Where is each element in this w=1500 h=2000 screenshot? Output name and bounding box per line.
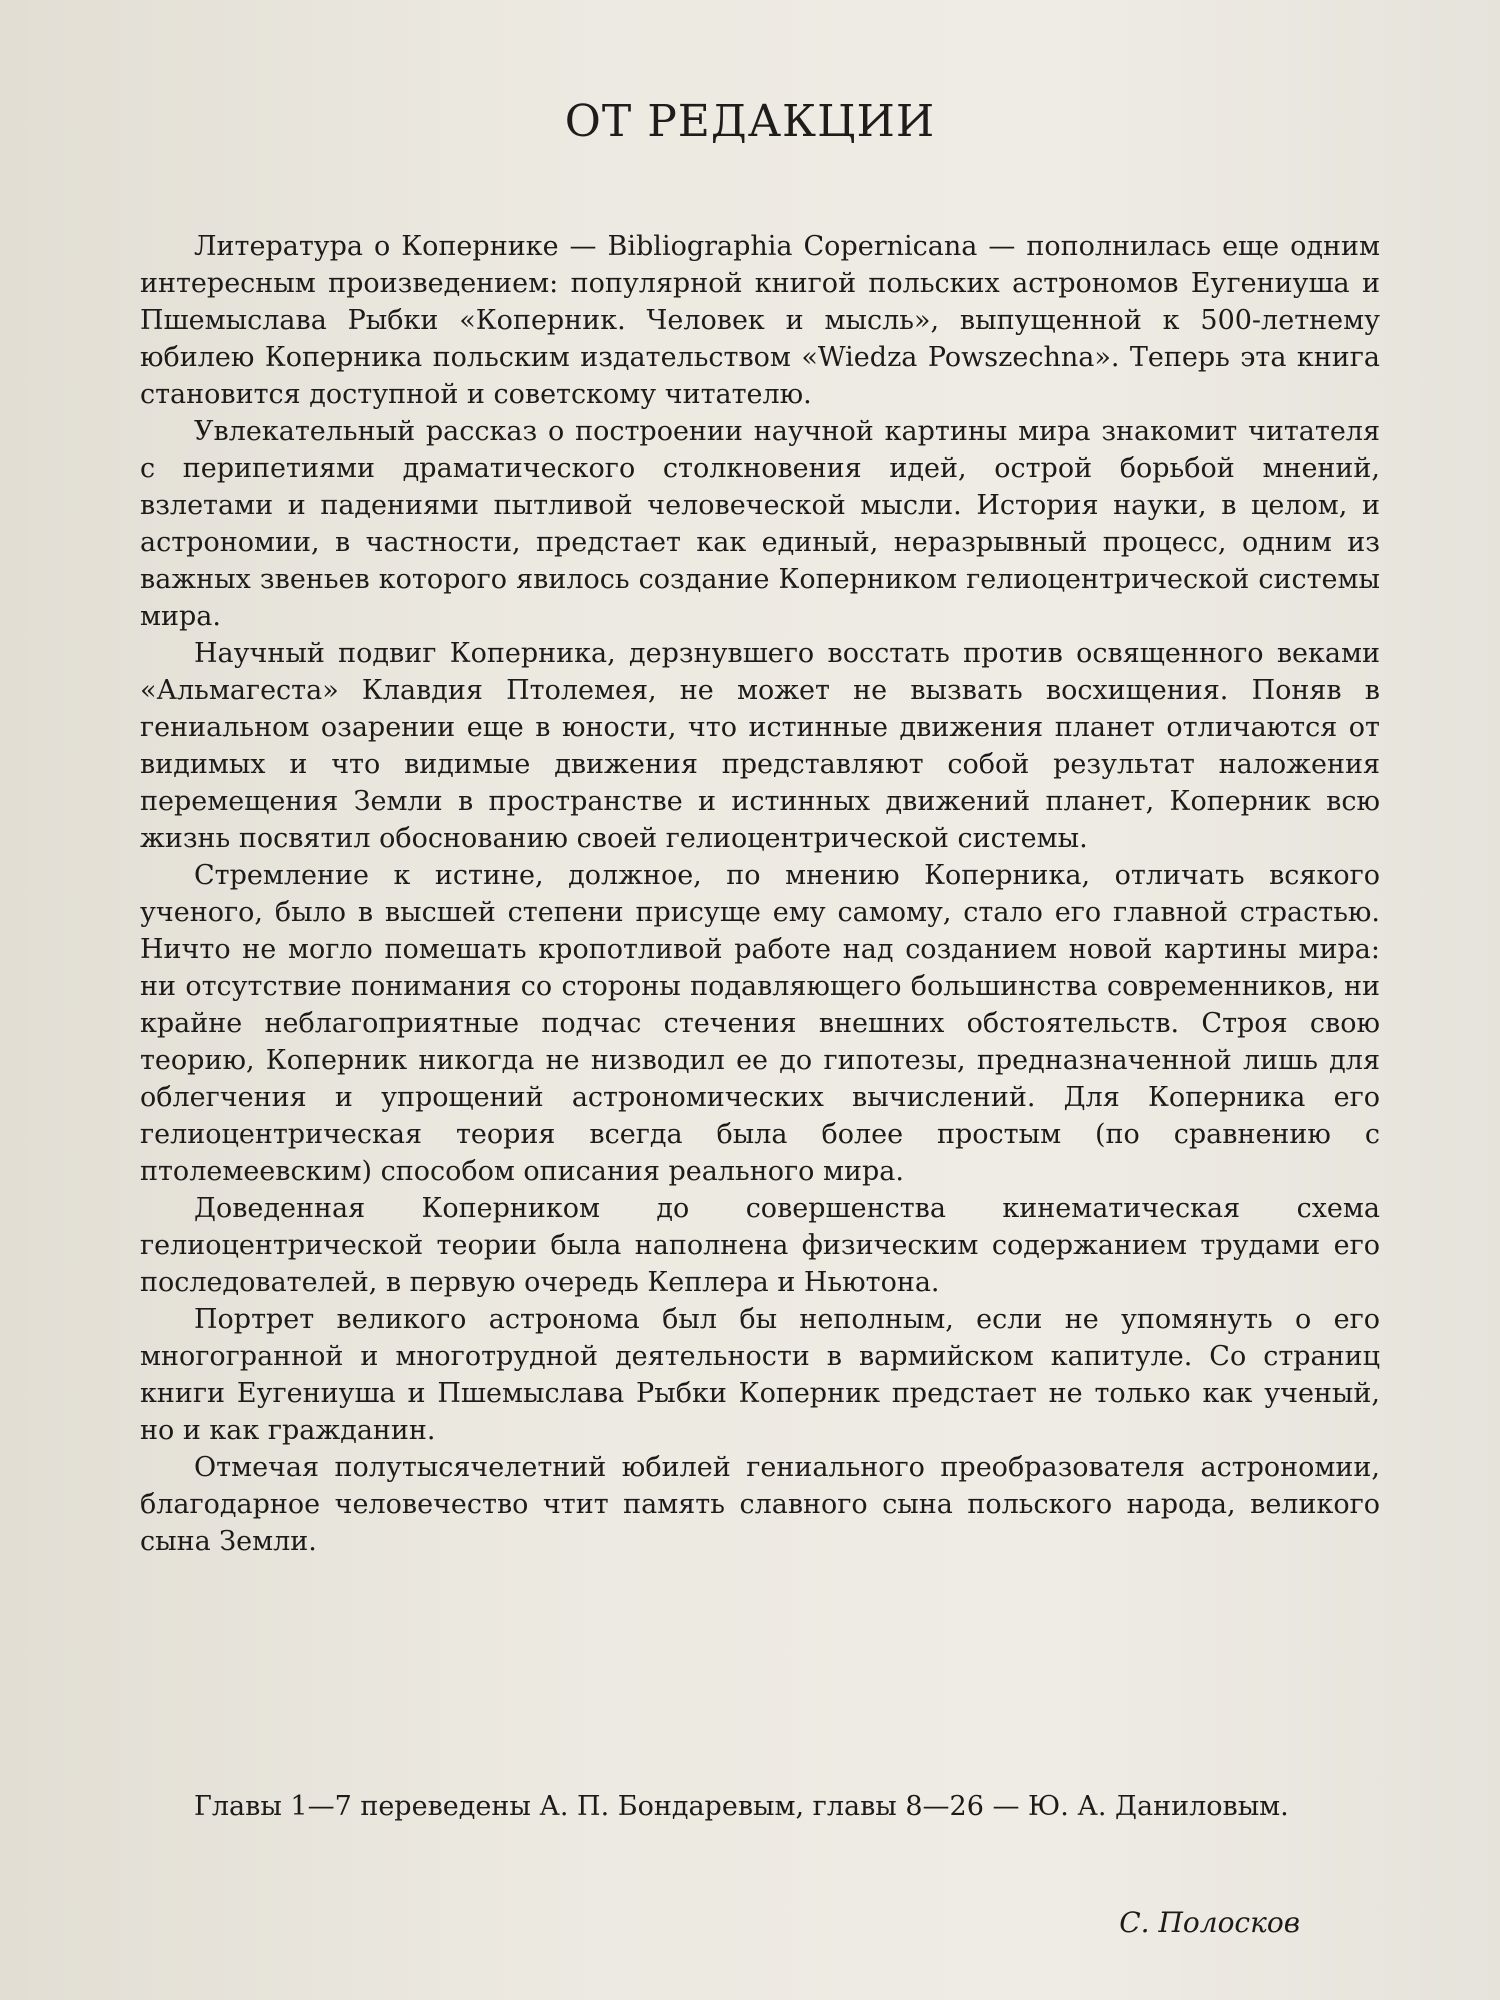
paragraph: Стремление к истине, должное, по мнению Коперника, отличать всякого ученого, было в высшей степени присуще ему самому, стало его главной страстью. Ничто не могло помешать кропотливой работе над созданием новой картины мира: ни отсутствие понимания со стороны подавляющего большинства современников, ни крайне неблагоприятные подчас стечения внешних обстоятельств. Строя свою теорию, Коперник никогда не низводил ее до гипотезы, предназначенной лишь для облегчения и упрощений астрономических вычислений. Для Коперника его гелиоцентрическая теория всегда была более простым (по сравнению с птолемеевским) способом описания реального мира. <box>140 860 1380 1187</box>
paragraph: Отмечая полутысячелетний юбилей гениального преобразователя астрономии, благодарное человечество чтит память славного сына польского народа, великого сына Земли. <box>140 1452 1380 1557</box>
author-signature: С. Полосков <box>1119 1906 1300 1939</box>
paragraph: Литература о Копернике — Bibliographia Copernicana — пополнилась еще одним интересным произведением: популярной книгой польских астрономов Еугениуша и Пшемыслава Рыбки «Коперник. Человек и мысль», выпущенной к 500-летнему юбилею Коперника польским издательством «Wiedza Powszechna». Теперь эта книга становится доступной и советскому читателю. <box>140 231 1380 410</box>
editorial-body <box>140 228 1380 1560</box>
paragraph: Увлекательный рассказ о построении научной картины мира знакомит читателя с перипетиями драматического столкновения идей, острой борьбой мнений, взлетами и падениями пытливой человеческой мысли. История науки, в целом, и астрономии, в частности, предстает как единый, неразрывный процесс, одним из важных звеньев которого явилось создание Коперником гелиоцентрической системы мира. <box>140 416 1380 632</box>
translator-credit: Главы 1—7 переведены А. П. Бондаревым, главы 8—26 — Ю. А. Даниловым. <box>194 1791 1289 1822</box>
paragraph: Портрет великого астронома был бы неполным, если не упомянуть о его многогранной и многотрудной деятельности в вармийском капитуле. Со страниц книги Еугениуша и Пшемыслава Рыбки Коперник предстает не только как ученый, но и как гражданин. <box>140 1304 1380 1446</box>
paragraph: Доведенная Коперником до совершенства кинематическая схема гелиоцентрической теории была наполнена физическим содержанием трудами его последователей, в первую очередь Кеплера и Ньютона. <box>140 1193 1380 1298</box>
paragraph: Научный подвиг Коперника, дерзнувшего восстать против освященного веками «Альмагеста» Клавдия Птолемея, не может не вызвать восхищения. Поняв в гениальном озарении еще в юности, что истинные движения планет отличаются от видимых и что видимые движения представляют собой результат наложения перемещения Земли в пространстве и истинных движений планет, Коперник всю жизнь посвятил обоснованию своей гелиоцентрической системы. <box>140 638 1380 854</box>
page-title: ОТ РЕДАКЦИИ <box>564 96 936 147</box>
